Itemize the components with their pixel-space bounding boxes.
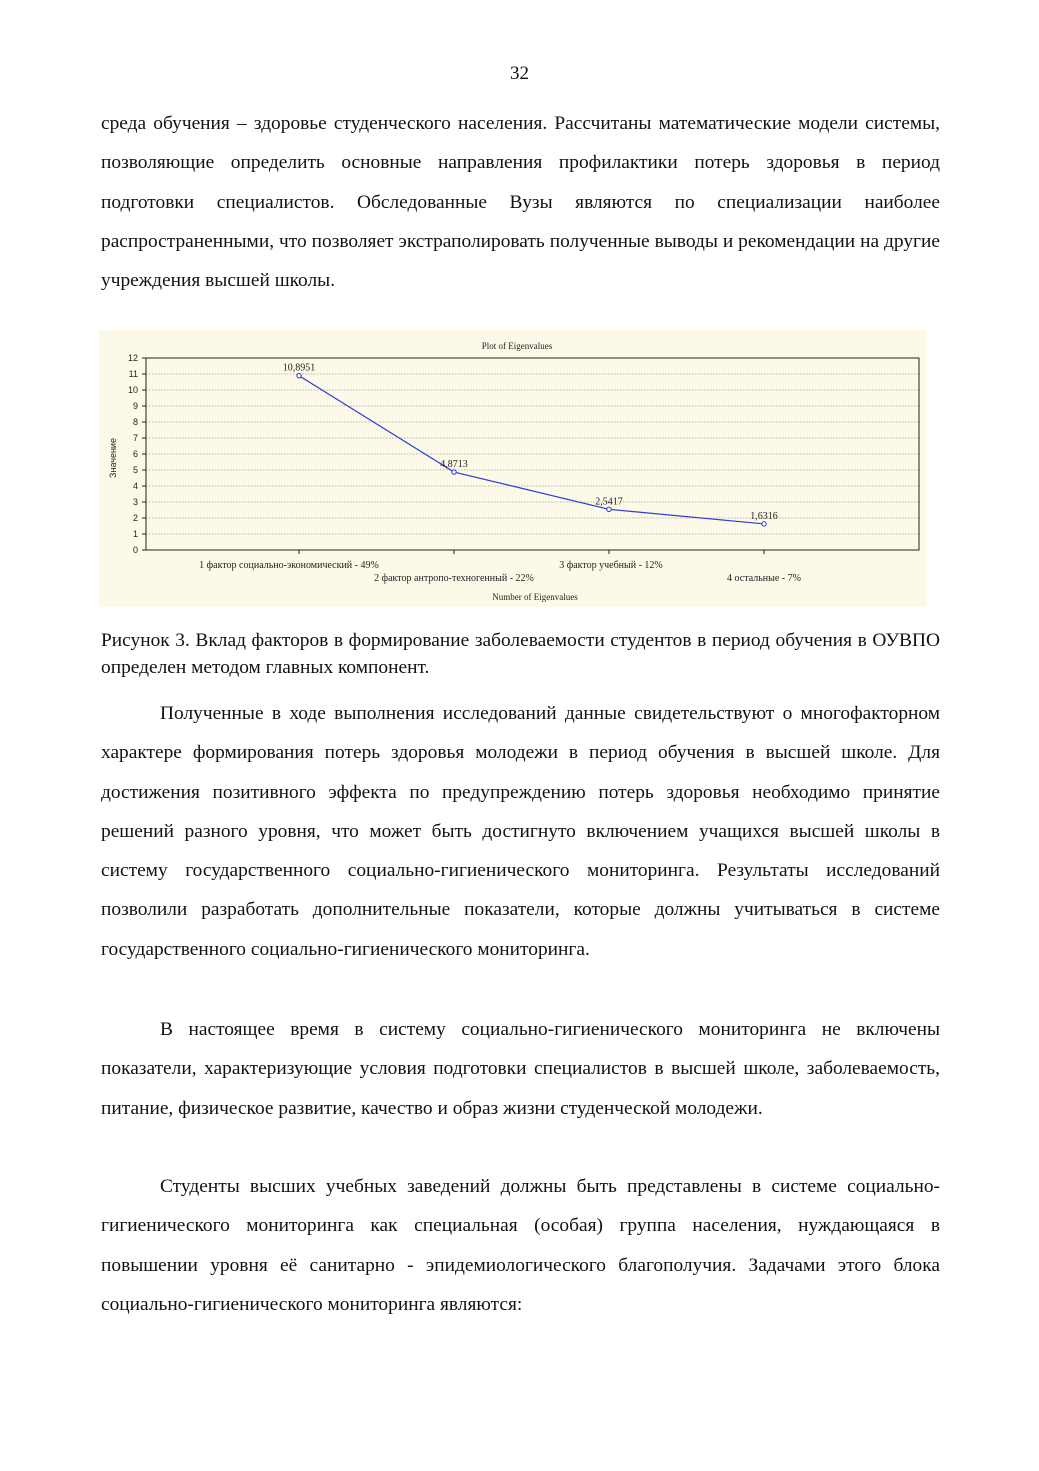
paragraph-1: среда обучения – здоровье студенческого населения. Рассчитаны математические модели системы, позволяющие определить основные направления профилактики потерь здоровья в период подготовки специалистов. Обследованные Вузы являются по специализации наиболее распространенными, что позволяет экстраполировать полученные выводы и рекомендации на другие учреждения высшей школы.	[101, 113, 940, 292]
y-tick-label: 6	[132, 449, 138, 459]
y-tick-label: 3	[132, 497, 138, 507]
data-point	[452, 470, 456, 474]
y-tick-label: 11	[128, 369, 138, 379]
y-tick-label: 10	[127, 385, 138, 395]
y-tick-label: 12	[127, 353, 138, 363]
y-tick-label: 8	[132, 417, 138, 427]
data-point	[762, 522, 766, 526]
eigenvalues-chart	[99, 330, 927, 607]
category-label: 2 фактор антропо-техногенный - 22%	[374, 573, 534, 584]
data-point	[297, 373, 301, 377]
category-label: 1 фактор социально-экономический - 49%	[199, 560, 379, 571]
paragraph-4: Студенты высших учебных заведений должны быть представлены в системе социально-гигиенического мониторинга как специальная (особая) группа населения, нуждающаяся в повышении уровня её санитарно - эпидемиологического благополучия. Задачами этого блока социально-гигиенического мониторинга являются:	[101, 1176, 940, 1315]
data-label: 1,6316	[750, 510, 778, 522]
chart-svg	[99, 330, 927, 607]
y-tick-label: 4	[132, 481, 138, 491]
x-axis-title: Number of Eigenvalues	[492, 592, 578, 602]
y-tick-label: 0	[132, 545, 138, 555]
figure-caption: Рисунок 3. Вклад факторов в формирование заболеваемости студентов в период обучения в ОУВПО определен методом главных компонент.	[101, 630, 940, 678]
paragraph-2: Полученные в ходе выполнения исследований данные свидетельствуют о многофакторном характере формирования потерь здоровья молодежи в период обучения в высшей школе. Для достижения позитивного эффекта по предупреждению потерь здоровья необходимо принятие решений разного уровня, что может быть достигнуто включением учащихся высшей школы в систему государственного социально-гигиенического мониторинга. Результаты исследований позволили разработать дополнительные показатели, которые должны учитываться в системе государственного социально-гигиенического мониторинга.	[101, 703, 940, 960]
data-label: 10,8951	[282, 362, 316, 374]
data-label: 4,8713	[440, 459, 468, 471]
y-tick-label: 5	[132, 465, 138, 475]
y-tick-label: 9	[132, 401, 138, 411]
chart-title: Plot of Eigenvalues	[481, 341, 553, 351]
category-label: 4 остальные - 7%	[727, 573, 801, 584]
y-tick-label: 1	[132, 529, 138, 539]
category-label: 3 фактор учебный - 12%	[559, 560, 663, 571]
data-point	[607, 507, 611, 511]
data-label: 2,5417	[595, 496, 623, 508]
y-tick-label: 2	[132, 513, 138, 523]
paragraph-3: В настоящее время в систему социально-гигиенического мониторинга не включены показатели, характеризующие условия подготовки специалистов в высшей школе, заболеваемость, питание, физическое развитие, качество и образ жизни студенческой молодежи.	[101, 1019, 940, 1119]
page-number: 32	[510, 63, 529, 84]
y-tick-label: 7	[132, 433, 138, 443]
y-axis-title: Значение	[108, 438, 118, 478]
